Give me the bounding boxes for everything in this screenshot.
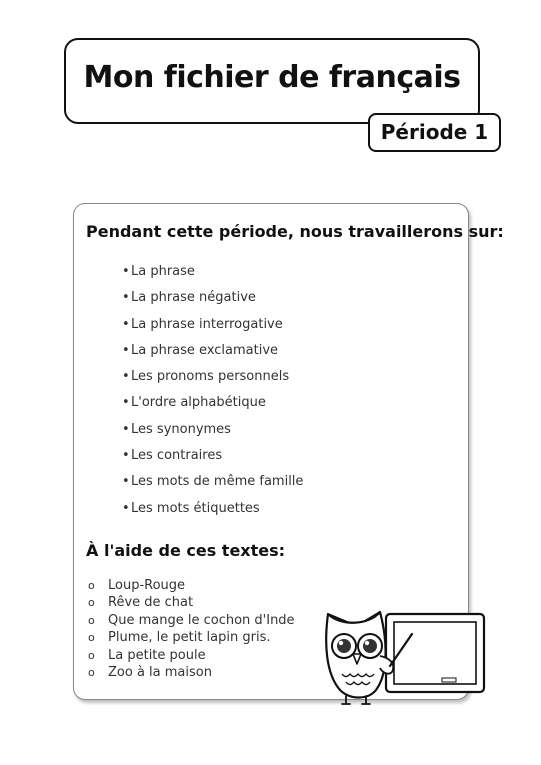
bullet-icon: •	[122, 395, 130, 411]
topic-label: La phrase négative	[131, 290, 256, 306]
circle-bullet-icon: o	[88, 631, 95, 645]
bullet-icon: •	[122, 264, 130, 279]
bullet-icon: •	[122, 290, 130, 306]
owl-teacher-with-chalkboard-icon	[316, 604, 488, 706]
topics-heading: Pendant cette période, nous travaillerons sur:	[86, 222, 504, 241]
period-badge	[368, 113, 501, 152]
list-item	[122, 290, 303, 316]
list-item	[122, 343, 303, 369]
topic-label: Les mots étiquettes	[131, 500, 260, 516]
circle-bullet-icon: o	[88, 579, 95, 592]
topic-label: La phrase interrogative	[131, 316, 283, 332]
bullet-icon: •	[122, 448, 130, 464]
list-item	[88, 665, 295, 682]
topic-label: Les contraires	[131, 448, 223, 464]
list-item	[122, 317, 303, 343]
list-item	[88, 648, 295, 665]
list-item	[122, 448, 303, 474]
list-item	[122, 422, 303, 448]
title-banner	[64, 38, 480, 124]
topic-label: L'ordre alphabétique	[131, 395, 266, 411]
list-item	[88, 613, 295, 630]
circle-bullet-icon: o	[88, 613, 95, 627]
bullet-icon: •	[122, 474, 130, 490]
text-title: Que mange le cochon d'Inde	[108, 612, 295, 628]
circle-bullet-icon: o	[88, 665, 95, 679]
list-item	[88, 630, 295, 647]
bullet-icon: •	[122, 421, 130, 437]
list-item	[122, 395, 303, 421]
bullet-icon: •	[122, 369, 130, 385]
period-label: Période 1	[380, 120, 489, 144]
texts-list	[88, 578, 295, 682]
topic-label: Les mots de même famille	[131, 474, 304, 490]
bullet-icon: •	[122, 342, 130, 358]
list-item	[122, 474, 303, 500]
text-title: Plume, le petit lapin gris.	[108, 630, 271, 646]
topic-label: Les synonymes	[131, 421, 231, 437]
bullet-icon: •	[122, 500, 130, 516]
bullet-icon: •	[122, 316, 130, 332]
texts-heading: À l'aide de ces textes:	[86, 541, 286, 560]
text-title: La petite poule	[108, 647, 206, 663]
topic-list	[122, 264, 303, 527]
list-item	[88, 595, 295, 612]
list-item	[122, 264, 303, 290]
page-title: Mon fichier de français	[83, 60, 461, 95]
list-item	[88, 578, 295, 595]
text-title: Rêve de chat	[108, 595, 194, 611]
topic-label: La phrase	[131, 264, 195, 279]
list-item	[122, 369, 303, 395]
list-item	[122, 501, 303, 527]
text-title: Loup-Rouge	[108, 578, 186, 593]
topic-label: La phrase exclamative	[131, 342, 279, 358]
circle-bullet-icon: o	[88, 648, 95, 662]
circle-bullet-icon: o	[88, 596, 95, 610]
text-title: Zoo à la maison	[108, 664, 212, 680]
topic-label: Les pronoms personnels	[131, 369, 290, 385]
